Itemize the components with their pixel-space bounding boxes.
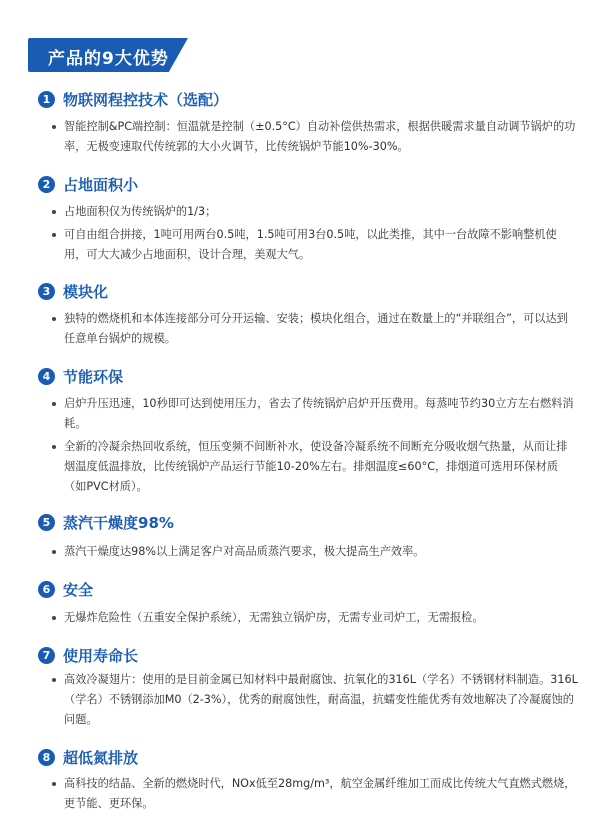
list-item: 全新的冷凝余热回收系统，恒压变频不间断补水，使设备冷凝系统不间断充分吸收烟气热量，从而让排烟温度低温排放，比传统锅炉产品运行节能10-20%左右。排烟温度≤60°C，排烟道可选用环保材质（如PVC材质）。 bbox=[38, 437, 578, 497]
section-1 bbox=[38, 88, 578, 157]
section-header bbox=[38, 511, 578, 533]
section-6 bbox=[38, 578, 578, 628]
section-header bbox=[38, 280, 578, 302]
list-item: 占地面积仅为传统锅炉的1/3； bbox=[38, 202, 578, 222]
list-item: 启炉升压迅速，10秒即可达到使用压力，省去了传统锅炉启炉开压费用。每蒸吨节约30立方左右燃料消耗。 bbox=[38, 394, 578, 434]
section-8 bbox=[38, 746, 578, 814]
section-title: 物联网程控技术（选配） bbox=[63, 90, 229, 109]
bullet-list bbox=[38, 202, 578, 265]
number-badge: 7 bbox=[38, 647, 55, 664]
list-item: 可自由组合拼接，1吨可用两台0.5吨，1.5吨可用3台0.5吨，以此类推，其中一台故障不影响整机使用，可大大减少占地面积，设计合理，美观大气。 bbox=[38, 225, 578, 265]
section-title: 使用寿命长 bbox=[63, 646, 139, 665]
number-badge: 8 bbox=[38, 749, 55, 766]
list-item: 独特的燃烧机和本体连接部分可分开运输、安装；模块化组合，通过在数量上的“并联组合”，可以达到任意单台锅炉的规模。 bbox=[38, 309, 578, 349]
section-title: 模块化 bbox=[63, 282, 109, 301]
bullet-list bbox=[38, 117, 578, 157]
bullet-list bbox=[38, 542, 578, 562]
section-7 bbox=[38, 644, 578, 730]
number-badge: 6 bbox=[38, 581, 55, 598]
section-4 bbox=[38, 365, 578, 497]
section-header bbox=[38, 173, 578, 195]
section-header bbox=[38, 578, 578, 600]
list-item: 蒸汽干燥度达98%以上满足客户对高品质蒸汽要求，极大提高生产效率。 bbox=[38, 542, 578, 562]
section-title: 超低氮排放 bbox=[63, 748, 139, 767]
section-header bbox=[38, 88, 578, 110]
bullet-list bbox=[38, 608, 578, 628]
section-header bbox=[38, 746, 578, 768]
number-badge: 4 bbox=[38, 368, 55, 385]
section-title: 安全 bbox=[63, 580, 94, 599]
list-item: 高科技的结晶、全新的燃烧时代，NOx低至28mg/m³，航空金属纤维加工而成比传统大气直燃式燃烧，更节能、更环保。 bbox=[38, 774, 578, 814]
list-item: 智能控制&PC端控制：恒温就是控制（±0.5°C）自动补偿供热需求，根据供暖需求量自动调节锅炉的功率，无极变速取代传统郭的大小火调节，比传统锅炉节能10%-30%。 bbox=[38, 117, 578, 157]
number-badge: 1 bbox=[38, 91, 55, 108]
section-3 bbox=[38, 280, 578, 349]
section-header bbox=[38, 644, 578, 666]
section-title: 占地面积小 bbox=[63, 175, 139, 194]
number-badge: 5 bbox=[38, 514, 55, 531]
bullet-list bbox=[38, 774, 578, 814]
number-badge: 3 bbox=[38, 283, 55, 300]
bullet-list bbox=[38, 670, 578, 730]
number-badge: 2 bbox=[38, 176, 55, 193]
list-item: 高效冷凝翅片：使用的是目前金属已知材料中最耐腐蚀、抗氧化的316L（学名）不锈钢材料制造。316L（学名）不锈钢添加M0（2-3%），优秀的耐腐蚀性，耐高温，抗蠕变性能优秀有效地解决了冷凝腐蚀的问题。 bbox=[38, 670, 578, 730]
section-title: 节能环保 bbox=[63, 367, 124, 386]
list-item: 无爆炸危险性（五重安全保护系统），无需独立锅炉房，无需专业司炉工，无需报检。 bbox=[38, 608, 578, 628]
advantages-content bbox=[38, 88, 578, 814]
section-title: 蒸汽干燥度98% bbox=[63, 513, 174, 532]
section-2 bbox=[38, 173, 578, 265]
bullet-list bbox=[38, 394, 578, 497]
bullet-list bbox=[38, 309, 578, 349]
page-title: 产品的9大优势 bbox=[48, 49, 169, 69]
section-5 bbox=[38, 511, 578, 562]
section-header bbox=[38, 365, 578, 387]
